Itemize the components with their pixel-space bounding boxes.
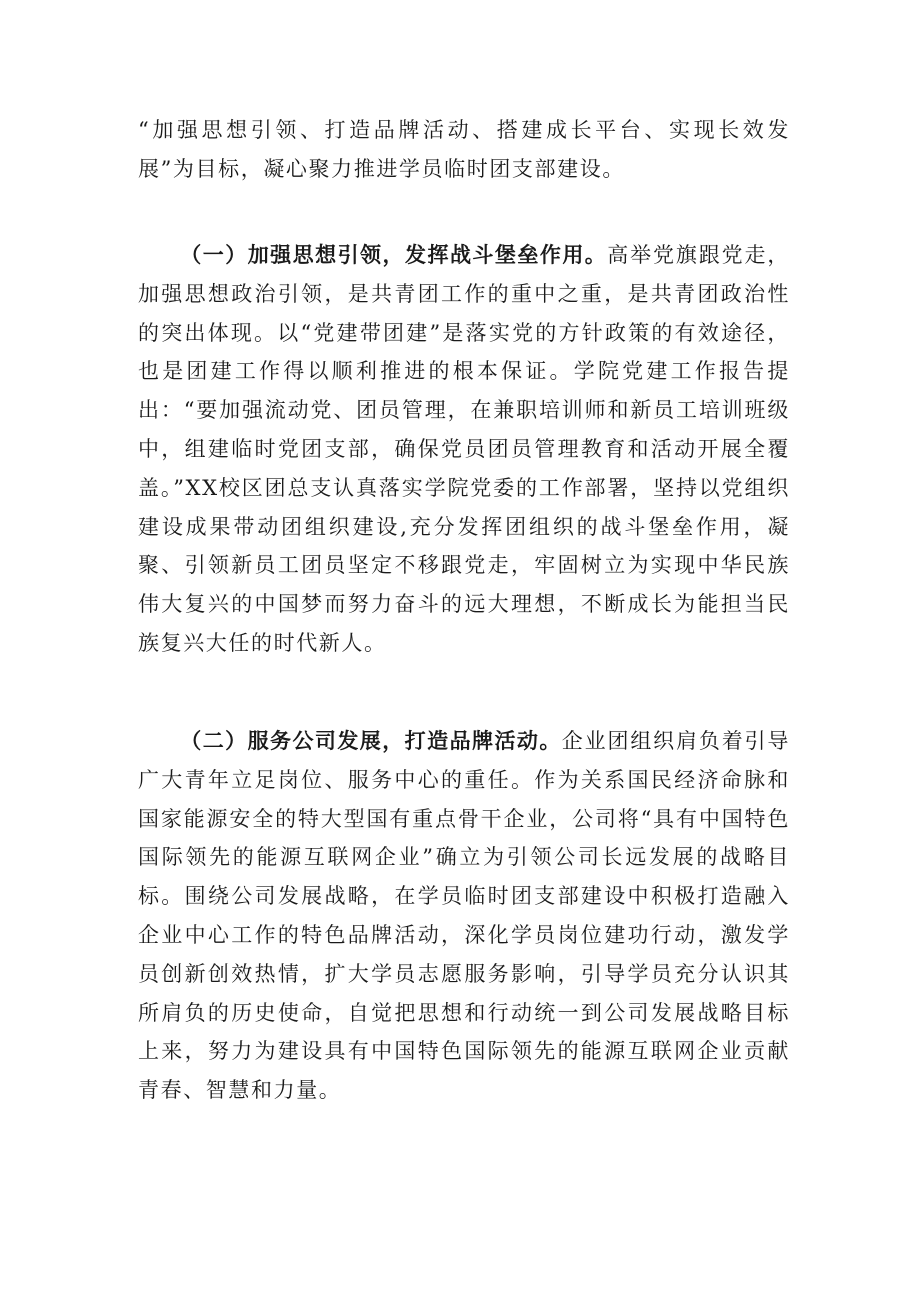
- paragraph-text: “加强思想引领、打造品牌活动、搭建成长平台、实现长效发展”为目标，凝心聚力推进学员临时团支部建设。: [138, 118, 790, 181]
- section-heading-1: （一）加强思想引领，发挥战斗堡垒作用。: [180, 243, 608, 267]
- paragraph-text: 企业团组织肩负着引导广大青年立足岗位、服务中心的重任。作为关系国民经济命脉和国家能源安全的特大型国有重点骨干企业，公司将“具有中国特色国际领先的能源互联网企业”确立为引领公司长远发展的战略目标。围绕公司发展战略，在学员临时团支部建设中积极打造融入企业中心工作的特色品牌活动，深化学员岗位建功行动，激发学员创新创效热情，扩大学员志愿服务影响，引导学员充分认识其所肩负的历史使命，自觉把思想和行动统一到公司发展战略目标上来，努力为建设具有中国特色国际领先的能源互联网企业贡献青春、智慧和力量。: [138, 729, 790, 1103]
- section-heading-2: （二）服务公司发展，打造品牌活动。: [180, 729, 562, 753]
- paragraph-section-1: [138, 236, 790, 663]
- paragraph-text: 高举党旗跟党走，加强思想政治引领，是共青团工作的重中之重，是共青团政治性的突出体现。以“党建带团建”是落实党的方针政策的有效途径，也是团建工作得以顺利推进的根本保证。学院党建工作报告提出：“要加强流动党、团员管理，在兼职培训师和新员工培训班级中，组建临时党团支部，确保党员团员管理教育和活动开展全覆盖。”XX校区团总支认真落实学院党委的工作部署，坚持以党组织建设成果带动团组织建设,充分发挥团组织的战斗堡垒作用，凝聚、引领新员工团员坚定不移跟党走，牢固树立为实现中华民族伟大复兴的中国梦而努力奋斗的远大理想，不断成长为能担当民族复兴大任的时代新人。: [138, 243, 790, 655]
- paragraph-section-2: [138, 722, 790, 1110]
- paragraph-intro-continuation: [138, 111, 790, 189]
